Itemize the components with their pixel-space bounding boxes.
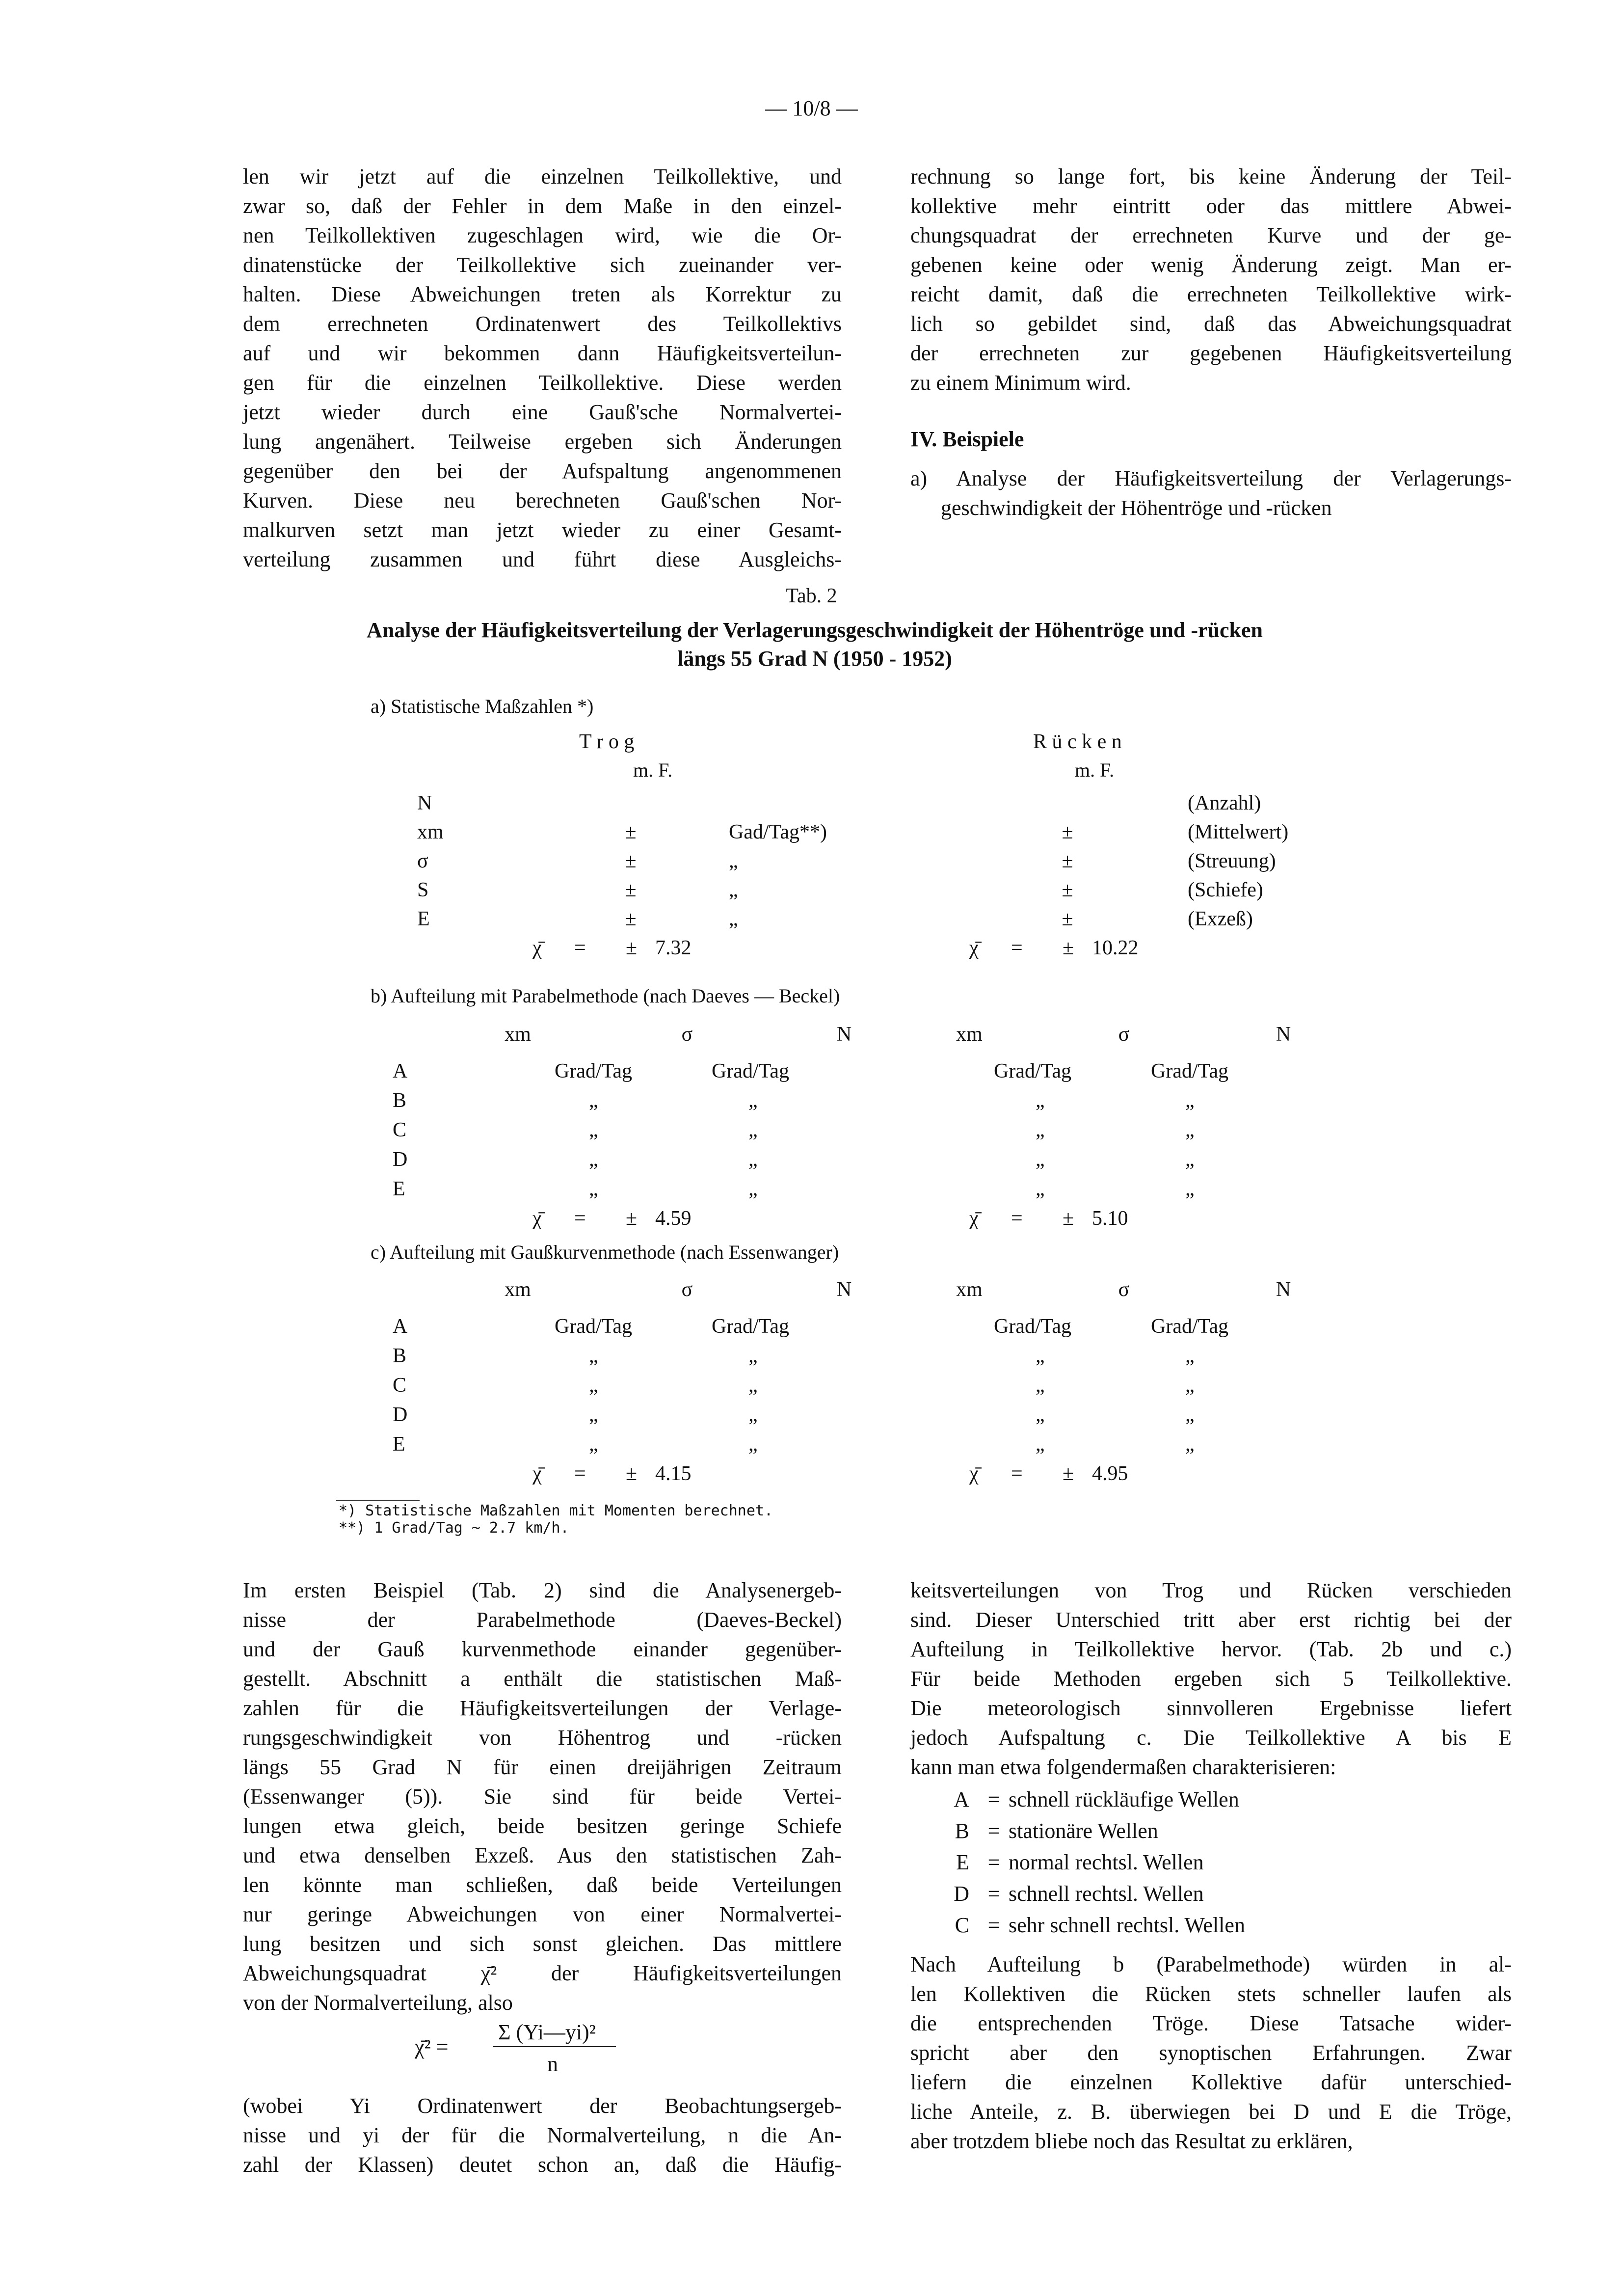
gauss-ruecken-xm-unit: „ [1036, 1374, 1045, 1397]
chi-pm: ± [626, 937, 638, 959]
gauss-trog-sigma-unit: „ [748, 1345, 758, 1367]
bottom-right-b-line: len Kollektiven die Rücken stets schneller laufen als [910, 1982, 1512, 2006]
chi-symbol: χ̄ [969, 1207, 979, 1230]
characterization-item [910, 1879, 1512, 1911]
parabel-row-key: D [393, 1148, 408, 1171]
parabel-trog-xm-unit: „ [589, 1178, 598, 1200]
formula-fraction-bar [493, 2046, 616, 2047]
bottom-right-a-line: sind. Dieser Unterschied tritt aber erst richtig bei der [910, 1608, 1512, 1632]
ruecken-header: R ü c k e n [1033, 730, 1122, 753]
section-a-label: a) Statistische Maßzahlen *) [371, 695, 594, 717]
gauss-ruecken-sigma-unit: Grad/Tag [1151, 1315, 1228, 1338]
characterization-item [910, 1816, 1512, 1848]
stat-ruecken-pm: ± [1062, 879, 1073, 901]
gauss-trog-sigma-unit: Grad/Tag [712, 1315, 789, 1338]
stat-ruecken-pm: ± [1062, 850, 1073, 872]
top-right-line: lich so gebildet sind, daß das Abweichungsquadrat [910, 312, 1512, 336]
chi-equals: = [1011, 937, 1023, 959]
stat-unit: „ [729, 850, 738, 872]
bottom-right-b-line: Nach Aufteilung b (Parabelmethode) würden in al- [910, 1952, 1512, 1976]
parabel-ruecken-sigma-unit: Grad/Tag [1151, 1060, 1228, 1082]
characterization-eq: = [987, 1882, 1000, 1906]
bottom-right-a-line: keitsverteilungen von Trog und Rücken verschieden [910, 1578, 1512, 1602]
gauss-row-key: A [393, 1315, 408, 1338]
top-left-line: zwar so, daß der Fehler in dem Maße in den einzel- [243, 194, 842, 218]
chi-pm: ± [1063, 1207, 1074, 1230]
chi-pm: ± [1063, 1462, 1074, 1485]
bottom-right-a-line: Aufteilung in Teilkollektive hervor. (Tab. 2b und c.) [910, 1637, 1512, 1661]
bottom-left-line: und etwa denselben Exzeß. Aus den statistischen Zah- [243, 1843, 842, 1867]
characterization-item [910, 1785, 1512, 1816]
gauss-ruecken-xm-unit: Grad/Tag [994, 1315, 1071, 1338]
stat-ruecken-pm: ± [1062, 821, 1073, 843]
bottom-left-line: Im ersten Beispiel (Tab. 2) sind die Analysenergeb- [243, 1578, 842, 1602]
bottom-left-line: (Essenwanger (5)). Sie sind für beide Vertei- [243, 1784, 842, 1809]
page-number: — 10/8 — [765, 96, 858, 120]
bottom-left-line: längs 55 Grad N für einen dreijährigen Zeitraum [243, 1755, 842, 1779]
gauss-row-key: B [393, 1345, 407, 1367]
stat-trog-pm: ± [625, 879, 637, 901]
parabel-header-rsigma: σ [1118, 1023, 1130, 1046]
chi-pm: ± [1063, 937, 1074, 959]
bottom-left-column [243, 1576, 842, 2180]
parabel-ruecken-sigma-unit: „ [1185, 1178, 1195, 1200]
bottom-left-line: nisse der Parabelmethode (Daeves-Beckel) [243, 1608, 842, 1632]
bottom-left-line: gestellt. Abschnitt a enthält die statistischen Maß- [243, 1667, 842, 1691]
bottom-right-b-line: die entsprechenden Tröge. Diese Tatsache wider- [910, 2011, 1512, 2035]
gauss-header-rn: N [1276, 1278, 1291, 1301]
top-left-line: halten. Diese Abweichungen treten als Korrektur zu [243, 282, 842, 306]
characterization-key: A [954, 1787, 969, 1811]
bottom-right-b-line: spricht aber den synoptischen Erfahrungen. Zwar [910, 2041, 1512, 2065]
parabel-trog-sigma-unit: Grad/Tag [712, 1060, 789, 1082]
gauss-ruecken-sigma-unit: „ [1185, 1345, 1195, 1367]
bottom-left-after-line: nisse und yi der für die Normalverteilung, n die An- [243, 2123, 842, 2147]
top-left-line: jetzt wieder durch eine Gauß'sche Normalvertei- [243, 400, 842, 424]
top-right-line: chungsquadrat der errechneten Kurve und der ge- [910, 223, 1512, 247]
top-right-line: gebenen keine oder wenig Änderung zeigt. Man er- [910, 253, 1512, 277]
bottom-left-after-line: (wobei Yi Ordinatenwert der Beobachtungsergeb- [243, 2094, 842, 2118]
bottom-left-line: und der Gauß kurvenmethode einander gegenüber- [243, 1637, 842, 1661]
chi-equals: = [1011, 1462, 1023, 1485]
gauss-trog-xm-unit: „ [589, 1374, 598, 1397]
footnote-1: *) Statistische Maßzahlen mit Momenten berechnet. [339, 1502, 773, 1519]
top-left-line: malkurven setzt man jetzt wieder zu einer Gesamt- [243, 518, 842, 542]
top-left-line: len wir jetzt auf die einzelnen Teilkollektive, und [243, 164, 842, 189]
stat-trog-pm: ± [625, 850, 637, 872]
gauss-row-key: C [393, 1374, 407, 1397]
chi-trog-value: 4.59 [655, 1207, 692, 1230]
top-left-line: verteilung zusammen und führt diese Ausgleichs- [243, 547, 842, 571]
characterization-item [910, 1848, 1512, 1879]
parabel-ruecken-sigma-unit: „ [1185, 1089, 1195, 1112]
stat-symbol: S [417, 879, 429, 901]
top-left-line: dem errechneten Ordinatenwert des Teilkollektivs [243, 312, 842, 336]
ruecken-mf-header: m. F. [1075, 759, 1115, 781]
bottom-left-line: nur geringe Abweichungen von einer Normalvertei- [243, 1902, 842, 1926]
top-left-line: lung angenähert. Teilweise ergeben sich Änderungen [243, 430, 842, 454]
parabel-ruecken-xm-unit: „ [1036, 1178, 1045, 1200]
chi-ruecken-value: 5.10 [1092, 1207, 1128, 1230]
parabel-ruecken-xm-unit: „ [1036, 1119, 1045, 1141]
gauss-trog-sigma-unit: „ [748, 1433, 758, 1456]
gauss-ruecken-sigma-unit: „ [1185, 1374, 1195, 1397]
gauss-ruecken-xm-unit: „ [1036, 1345, 1045, 1367]
gauss-header-n: N [836, 1278, 852, 1301]
bottom-left-line: zahlen für die Häufigkeitsverteilungen der Verlage- [243, 1696, 842, 1720]
parabel-ruecken-xm-unit: „ [1036, 1148, 1045, 1171]
chi-trog-value: 4.15 [655, 1462, 692, 1485]
parabel-ruecken-xm-unit: Grad/Tag [994, 1060, 1071, 1082]
footnote-2: **) 1 Grad/Tag ~ 2.7 km/h. [339, 1519, 569, 1537]
top-right-column [910, 162, 1512, 523]
bottom-right-b-line: liche Anteile, z. B. überwiegen bei D und E die Tröge, [910, 2100, 1512, 2124]
stat-description: (Streuung) [1188, 850, 1276, 872]
bottom-right-b-line: liefern die einzelnen Kollektive dafür unterschied- [910, 2070, 1512, 2094]
stat-description: (Exzeß) [1188, 908, 1253, 930]
table-title [196, 616, 1433, 673]
stat-trog-pm: ± [625, 908, 637, 930]
parabel-trog-sigma-unit: „ [748, 1178, 758, 1200]
gauss-ruecken-sigma-unit: „ [1185, 1433, 1195, 1456]
gauss-row-key: D [393, 1404, 408, 1426]
gauss-ruecken-xm-unit: „ [1036, 1433, 1045, 1456]
parabel-trog-sigma-unit: „ [748, 1089, 758, 1112]
stat-symbol: N [417, 792, 432, 814]
top-right-line: rechnung so lange fort, bis keine Änderung der Teil- [910, 164, 1512, 189]
chi-ruecken-value: 10.22 [1092, 937, 1139, 959]
formula [243, 2018, 842, 2091]
characterization-eq: = [987, 1819, 1000, 1843]
top-right-line: der errechneten zur gegebenen Häufigkeitsverteilung [910, 341, 1512, 365]
parabel-header-n: N [836, 1023, 852, 1046]
chi-symbol: χ̄ [532, 1462, 542, 1485]
parabel-ruecken-sigma-unit: „ [1185, 1119, 1195, 1141]
parabel-row-key: A [393, 1060, 408, 1082]
top-left-line: gen für die einzelnen Teilkollektive. Diese werden [243, 371, 842, 395]
chi-symbol: χ̄ [532, 937, 542, 959]
stat-description: (Anzahl) [1188, 792, 1261, 814]
gauss-ruecken-xm-unit: „ [1036, 1404, 1045, 1426]
parabel-trog-sigma-unit: „ [748, 1119, 758, 1141]
chi-symbol: χ̄ [532, 1207, 542, 1230]
chi-pm: ± [626, 1462, 638, 1485]
gauss-header-xm: xm [505, 1278, 531, 1301]
stat-symbol: xm [417, 821, 444, 843]
characterization-key: C [955, 1913, 969, 1937]
characterization-eq: = [987, 1787, 1000, 1811]
stat-unit: Gad/Tag**) [729, 821, 827, 843]
stat-ruecken-pm: ± [1062, 908, 1073, 930]
stat-description: (Mittelwert) [1188, 821, 1289, 843]
characterization-value: normal rechtsl. Wellen [1009, 1850, 1204, 1874]
parabel-header-rxm: xm [956, 1023, 983, 1046]
characterization-eq: = [987, 1850, 1000, 1874]
parabel-trog-sigma-unit: „ [748, 1148, 758, 1171]
stat-description: (Schiefe) [1188, 879, 1263, 901]
gauss-header-rxm: xm [956, 1278, 983, 1301]
parabel-trog-xm-unit: „ [589, 1089, 598, 1112]
section-c-label: c) Aufteilung mit Gaußkurvenmethode (nach Essenwanger) [371, 1241, 839, 1263]
stat-trog-pm: ± [625, 821, 637, 843]
characterization-value: schnell rückläufige Wellen [1009, 1787, 1239, 1811]
bottom-right-column [910, 1576, 1512, 2156]
formula-numerator: Σ (Yi—yi)² [498, 2020, 596, 2044]
bottom-left-after-line: zahl der Klassen) deutet schon an, daß die Häufig- [243, 2153, 842, 2177]
top-left-line: auf und wir bekommen dann Häufigkeitsverteilun- [243, 341, 842, 365]
parabel-header-xm: xm [505, 1023, 531, 1046]
characterization-list [910, 1785, 1512, 1942]
gauss-ruecken-sigma-unit: „ [1185, 1404, 1195, 1426]
chi-equals: = [574, 1462, 586, 1485]
chi-symbol: χ̄ [969, 937, 979, 959]
parabel-row-key: E [393, 1178, 405, 1200]
parabel-trog-xm-unit: Grad/Tag [555, 1060, 632, 1082]
characterization-key: D [954, 1882, 969, 1906]
chi-ruecken-value: 4.95 [1092, 1462, 1128, 1485]
chi-equals: = [574, 937, 586, 959]
bottom-left-line: rungsgeschwindigkeit von Höhentrog und -rücken [243, 1726, 842, 1750]
chi-symbol: χ̄ [969, 1462, 979, 1485]
gauss-trog-xm-unit: „ [589, 1433, 598, 1456]
table-title-line-1: Analyse der Häufigkeitsverteilung der Verlagerungsgeschwindigkeit der Höhentröge und -rücken [366, 618, 1263, 642]
bottom-left-line: Abweichungsquadrat χ̄² der Häufigkeitsverteilungen [243, 1961, 842, 1985]
parabel-row-key: C [393, 1119, 407, 1141]
stat-unit: „ [729, 908, 738, 930]
stat-symbol: σ [417, 850, 428, 872]
characterization-item [910, 1911, 1512, 1942]
trog-header: T r o g [579, 730, 635, 753]
gauss-row-key: E [393, 1433, 405, 1456]
parabel-header-sigma: σ [681, 1023, 693, 1046]
top-left-line: gegenüber den bei der Aufspaltung angenommenen [243, 459, 842, 483]
top-left-line: nen Teilkollektiven zugeschlagen wird, wie die Or- [243, 223, 842, 247]
parabel-ruecken-sigma-unit: „ [1185, 1148, 1195, 1171]
bottom-left-line: lungen etwa gleich, beide besitzen geringe Schiefe [243, 1814, 842, 1838]
gauss-header-rsigma: σ [1118, 1278, 1130, 1301]
stat-unit: „ [729, 879, 738, 901]
gauss-trog-xm-unit: „ [589, 1345, 598, 1367]
section-heading: IV. Beispiele [910, 427, 1024, 451]
characterization-key: E [956, 1850, 969, 1874]
characterization-value: sehr schnell rechtsl. Wellen [1009, 1913, 1245, 1937]
formula-lhs: χ̄² = [415, 2035, 449, 2059]
bottom-left-line: len könnte man schließen, daß beide Verteilungen [243, 1873, 842, 1897]
top-left-line: dinatenstücke der Teilkollektive sich zueinander ver- [243, 253, 842, 277]
parabel-header-rn: N [1276, 1023, 1291, 1046]
characterization-value: schnell rechtsl. Wellen [1009, 1882, 1204, 1906]
characterization-key: B [955, 1819, 969, 1843]
top-right-line: kollektive mehr eintritt oder das mittlere Abwei- [910, 194, 1512, 218]
subheading: a) Analyse der Häufigkeitsverteilung der Verlagerungs- geschwindigkeit der Höhentröge und -rücken [910, 466, 1512, 520]
chi-trog-value: 7.32 [655, 937, 692, 959]
stat-symbol: E [417, 908, 430, 930]
parabel-row-key: B [393, 1089, 407, 1112]
trog-mf-header: m. F. [633, 759, 673, 781]
gauss-header-sigma: σ [681, 1278, 693, 1301]
parabel-trog-xm-unit: „ [589, 1119, 598, 1141]
top-right-line: zu einem Minimum wird. [910, 371, 1131, 395]
bottom-right-a-line: jedoch Aufspaltung c. Die Teilkollektive A bis E [910, 1726, 1512, 1750]
section-b-label: b) Aufteilung mit Parabelmethode (nach Daeves — Beckel) [371, 985, 840, 1007]
chi-equals: = [574, 1207, 586, 1230]
gauss-trog-xm-unit: Grad/Tag [555, 1315, 632, 1338]
bottom-right-a-line: Für beide Methoden ergeben sich 5 Teilkollektive. [910, 1667, 1512, 1691]
top-left-column [243, 162, 842, 574]
gauss-trog-sigma-unit: „ [748, 1404, 758, 1426]
chi-pm: ± [626, 1207, 638, 1230]
table-title-line-2: längs 55 Grad N (1950 - 1952) [677, 647, 952, 671]
characterization-eq: = [987, 1913, 1000, 1937]
table-label: Tab. 2 [786, 585, 837, 607]
chi-equals: = [1011, 1207, 1023, 1230]
gauss-trog-sigma-unit: „ [748, 1374, 758, 1397]
footnote-rule [336, 1500, 420, 1501]
bottom-left-line: lung besitzen und sich sonst gleichen. Das mittlere [243, 1932, 842, 1956]
bottom-right-a-line: Die meteorologisch sinnvolleren Ergebnisse liefert [910, 1696, 1512, 1720]
gauss-trog-xm-unit: „ [589, 1404, 598, 1426]
top-right-line: reicht damit, daß die errechneten Teilkollektive wirk- [910, 282, 1512, 306]
bottom-right-b-line: aber trotzdem bliebe noch das Resultat zu erklären, [910, 2129, 1353, 2153]
characterization-value: stationäre Wellen [1009, 1819, 1158, 1843]
bottom-left-line: von der Normalverteilung, also [243, 1991, 513, 2015]
bottom-right-a-line: kann man etwa folgendermaßen charakterisieren: [910, 1755, 1336, 1779]
parabel-ruecken-xm-unit: „ [1036, 1089, 1045, 1112]
formula-denominator: n [547, 2052, 558, 2076]
parabel-trog-xm-unit: „ [589, 1148, 598, 1171]
top-left-line: Kurven. Diese neu berechneten Gauß'schen Nor- [243, 488, 842, 513]
